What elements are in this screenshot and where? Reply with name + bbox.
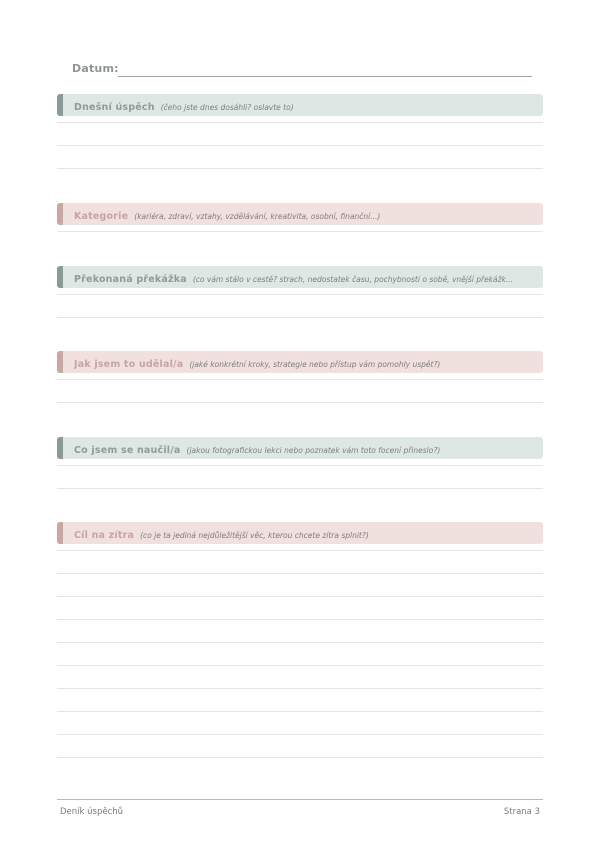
writing-line[interactable]: [57, 573, 543, 574]
section-title: Cíl na zítra: [74, 530, 135, 541]
date-row: [72, 62, 532, 80]
section-hint: (kariéra, zdraví, vztahy, vzdělávání, kreativita, osobní, finanční...): [134, 212, 381, 221]
section-hint: (čeho jste dnes dosáhli? oslavte to): [160, 103, 294, 112]
section-accent-bar: [57, 203, 63, 225]
section-header-learned: [57, 437, 543, 459]
writing-line[interactable]: [57, 465, 543, 466]
section-accent-bar: [57, 522, 63, 544]
date-input-line[interactable]: [118, 76, 532, 77]
footer-page-number: Strana 3: [503, 807, 540, 817]
writing-line[interactable]: [57, 711, 543, 712]
writing-line[interactable]: [57, 317, 543, 318]
section-title: Jak jsem to udělal/a: [74, 359, 184, 370]
writing-line[interactable]: [57, 488, 543, 489]
section-hint: (co vám stálo v cestě? strach, nedostatek času, pochybnosti o sobě, vnější překážk...: [192, 275, 514, 284]
section-title: Kategorie: [74, 211, 129, 222]
section-header-how: [57, 351, 543, 373]
section-header-goal: [57, 522, 543, 544]
section-title: Překonaná překážka: [74, 274, 187, 285]
section-accent-bar: [57, 266, 63, 288]
section-accent-bar: [57, 351, 63, 373]
writing-line[interactable]: [57, 734, 543, 735]
section-header-obstacle: [57, 266, 543, 288]
section-hint: (jakou fotografickou lekci nebo poznatek vám toto focení přineslo?): [186, 446, 441, 455]
writing-line[interactable]: [57, 145, 543, 146]
writing-line[interactable]: [57, 168, 543, 169]
writing-line[interactable]: [57, 231, 543, 232]
writing-line[interactable]: [57, 596, 543, 597]
section-hint: (jaké konkrétní kroky, strategie nebo přístup vám pomohly uspět?): [189, 360, 441, 369]
writing-line[interactable]: [57, 688, 543, 689]
date-label: Datum:: [72, 62, 119, 75]
section-header-category: [57, 203, 543, 225]
footer-divider: [57, 799, 543, 800]
writing-line[interactable]: [57, 665, 543, 666]
section-hint: (co je ta jediná nejdůležitější věc, kterou chcete zítra splnit?): [140, 531, 369, 540]
writing-line[interactable]: [57, 642, 543, 643]
writing-line[interactable]: [57, 550, 543, 551]
writing-line[interactable]: [57, 122, 543, 123]
writing-line[interactable]: [57, 619, 543, 620]
footer-journal-title: Deník úspěchů: [60, 807, 124, 817]
section-header-today-success: [57, 94, 543, 116]
section-accent-bar: [57, 437, 63, 459]
section-title: Dnešní úspěch: [74, 102, 155, 113]
writing-line[interactable]: [57, 379, 543, 380]
section-title: Co jsem se naučil/a: [74, 445, 181, 456]
section-accent-bar: [57, 94, 63, 116]
writing-line[interactable]: [57, 402, 543, 403]
writing-line[interactable]: [57, 294, 543, 295]
writing-line[interactable]: [57, 757, 543, 758]
